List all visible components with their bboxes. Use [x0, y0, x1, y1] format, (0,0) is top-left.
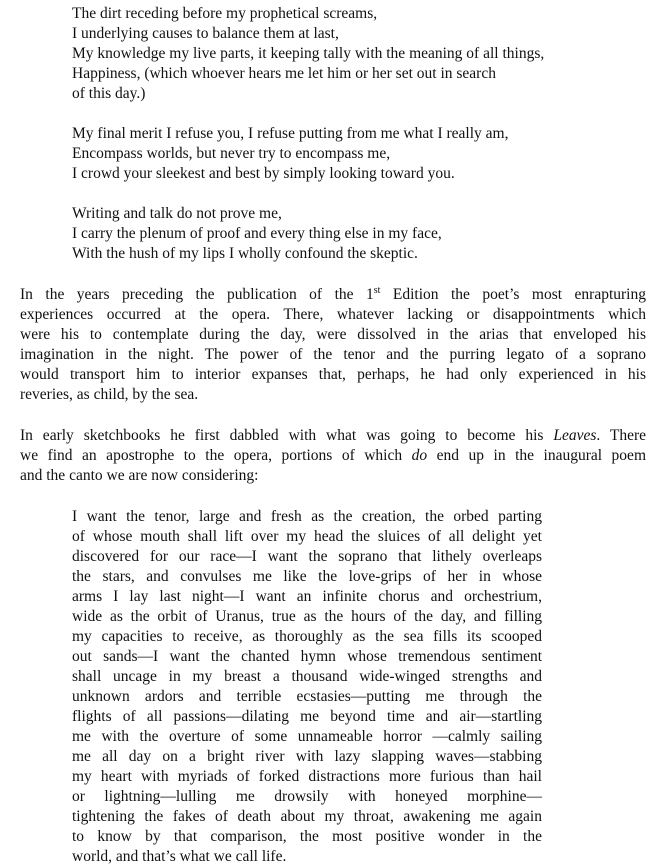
- quote-row: my heart with myriads of forked distractions more furious than hail: [72, 768, 542, 785]
- quote-row: I want the tenor, large and fresh as the creation, the orbed parting: [72, 508, 542, 525]
- verse-line: Happiness, (which whoever hears me let him or her set out in search: [72, 65, 496, 82]
- quote-row: tightening the fakes of death about my throat, awakening me again: [72, 808, 542, 825]
- quote-row: me all day on a bright river with lazy slapping waves—stabbing: [72, 748, 542, 765]
- quote-row: flights of all passions—dilating me beyond time and air—startling: [72, 708, 542, 725]
- quote-row: the stars, and convulses me like the love-grips of her in whose: [72, 568, 542, 585]
- paragraph-text: end up in the inaugural poem: [427, 447, 646, 464]
- quote-row: wide as the orbit of Uranus, true as the hours of the day, and filling: [72, 608, 542, 625]
- paragraph-row: experiences occurred at the opera. There, whatever lacking or disappointments which: [20, 306, 646, 323]
- verse-stanza-3: [72, 204, 632, 264]
- paragraph-row: [20, 446, 646, 466]
- italic-emphasis: do: [411, 447, 428, 464]
- quote-row: or lightning—lulling me drowsily with honeyed morphine—: [72, 788, 542, 805]
- quote-row: to know by that comparison, the most positive wonder in the: [72, 828, 542, 845]
- verse-line: I underlying causes to balance them at last,: [72, 25, 339, 42]
- quote-row: out sands—I want the chanted hymn whose tremendous sentiment: [72, 648, 542, 665]
- verse-stanza-1: [72, 4, 632, 104]
- paragraph-text: In early sketchbooks he first dabbled with what was going to become his: [20, 427, 554, 444]
- verse-line: I crowd your sleekest and best by simply looking toward you.: [72, 165, 455, 182]
- quote-row: unknown ardors and terrible ecstasies—putting me through the: [72, 688, 542, 705]
- paragraph-opera-experiences: [20, 285, 646, 405]
- paragraph-text: we find an apostrophe to the opera, portions of which: [20, 447, 412, 464]
- italic-title: Leaves: [553, 427, 597, 444]
- verse-stanza-2: [72, 124, 632, 184]
- paragraph-text: . There: [596, 427, 647, 444]
- block-quote: [72, 507, 542, 867]
- paragraph-row: were his to contemplate during the day, were dissolved in the arias that enveloped his: [20, 326, 646, 343]
- quote-row: my capacities to receive, as thoroughly as the sea fills its scooped: [72, 628, 542, 645]
- verse-line: The dirt receding before my prophetical screams,: [72, 5, 378, 22]
- paragraph-row: [20, 285, 646, 305]
- verse-line: I carry the plenum of proof and every thing else in my face,: [72, 225, 442, 242]
- paragraph-text: In the years preceding the publication of the 1: [20, 286, 374, 303]
- paragraph-text: Edition the poet’s most enrapturing: [380, 286, 646, 303]
- quote-row: arms I lay last night—I want an infinite chorus and orchestrium,: [72, 588, 542, 605]
- ordinal-suffix: st: [373, 285, 381, 296]
- verse-line: With the hush of my lips I wholly confound the skeptic.: [72, 245, 418, 262]
- quote-row: world, and that’s what we call life.: [72, 848, 287, 865]
- paragraph-sketchbooks: [20, 426, 646, 486]
- quote-row: shall uncage in my breast a thousand wide-winged strengths and: [72, 668, 542, 685]
- verse-line: My final merit I refuse you, I refuse putting from me what I really am,: [72, 125, 509, 142]
- verse-line: Encompass worlds, but never try to encompass me,: [72, 145, 391, 162]
- paragraph-row: and the canto we are now considering:: [20, 467, 259, 484]
- paragraph-row: [20, 426, 646, 446]
- quote-row: discovered for our race—I want the soprano that lithely overleaps: [72, 548, 542, 565]
- quote-row: of whose mouth shall lift over my head the sluices of all delight yet: [72, 528, 542, 545]
- paragraph-row: imagination in the night. The power of the tenor and the purring legato of a soprano: [20, 346, 646, 363]
- paragraph-row: reveries, as child, by the sea.: [20, 386, 199, 403]
- verse-line: My knowledge my live parts, it keeping tally with the meaning of all things,: [72, 45, 545, 62]
- verse-line: Writing and talk do not prove me,: [72, 205, 282, 222]
- quote-row: me with the overture of some unnameable horror —calmly sailing: [72, 728, 542, 745]
- paragraph-row: would transport him to interior expanses that, perhaps, he had only experienced in his: [20, 366, 646, 383]
- verse-line: of this day.): [72, 85, 146, 102]
